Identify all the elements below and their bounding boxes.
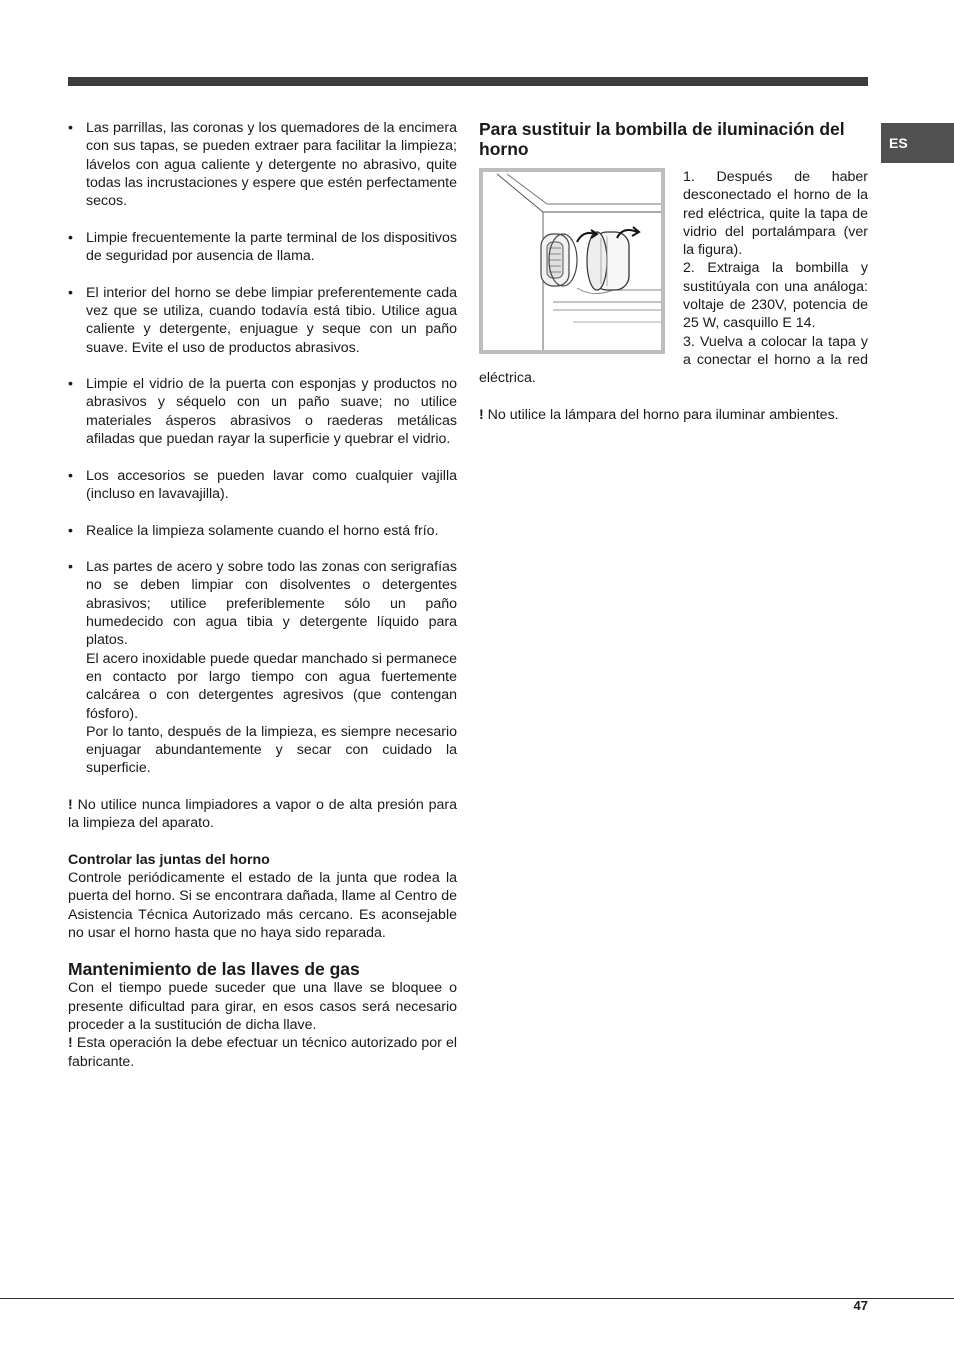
list-item: • Las parrillas, las coronas y los quemadores de la encimera con sus tapas, se pueden extraer para facilitar la limpieza; lávelos con agua caliente y detergente no abrasivo, quite todas las incrustaciones y espere que estén perfectamente secos. — [68, 119, 457, 210]
warning-icon: ! — [68, 1035, 73, 1052]
lamp-warning: ! No utilice la lámpara del horno para iluminar ambientes. — [479, 406, 839, 423]
oven-lamp-replacement-illustration — [479, 168, 665, 354]
gas-taps-heading: Mantenimiento de las llaves de gas — [68, 959, 360, 980]
left-column — [68, 119, 457, 1071]
gasket-heading: Controlar las juntas del horno — [68, 851, 270, 868]
warning-icon: ! — [479, 406, 484, 423]
lamp-step-2: 2. Extraiga la bombilla y sustitúyala con una análoga: voltaje de 230V, potencia de 25 W, casquillo E 14. — [683, 260, 868, 332]
page-number: 47 — [853, 1298, 868, 1313]
list-item: • El interior del horno se debe limpiar preferentemente cada vez que se utiliza, cuando todavía está tibio. Utilice agua caliente y detergente, enjuague y seque con un paño suave. Evite el uso de productos abrasivos. — [68, 284, 457, 357]
gas-taps-text: Con el tiempo puede suceder que una llave se bloquee o presente dificultad para girar, en esos casos será necesario proceder a la sustitución de dicha llave. — [68, 980, 457, 1033]
steam-cleaner-warning: ! No utilice nunca limpiadores a vapor o de alta presión para la limpieza del aparato. — [68, 796, 457, 832]
list-item: • Los accesorios se pueden lavar como cualquier vajilla (incluso en lavavajilla). — [68, 467, 457, 504]
list-item: • Las partes de acero y sobre todo las zonas con serigrafías no se deben limpiar con disolventes o detergentes abrasivos; utilice preferiblemente sólo un paño humedecido con agua tibia y detergente líquido para platos. El acero inoxidable puede quedar manchado si permanece en contacto por largo tiempo con agua fuertemente calcárea o con detergentes agresivos (que contengan fósforo). Por lo tanto, después de la limpieza, es siempre necesario enjuagar abundantemente y secar con cuidado la superficie. — [68, 558, 457, 778]
list-item: • Limpie el vidrio de la puerta con esponjas y productos no abrasivos y séquelo con un paño suave; no utilice materiales ásperos abrasivos o raederas metálicas afiladas que puedan rayar la superficie y quebrar el vidrio. — [68, 375, 457, 448]
cleaning-instructions-list — [68, 119, 457, 778]
gas-taps-warning: ! Esta operación la debe efectuar un técnico autorizado por el fabricante. — [68, 1035, 457, 1070]
language-tab: ES — [881, 123, 954, 163]
oven-lamp-icon — [483, 172, 661, 350]
header-rule — [68, 77, 868, 86]
lamp-heading: Para sustituir la bombilla de iluminación del horno — [479, 119, 845, 159]
right-column — [479, 119, 868, 424]
lamp-step-3: 3. Vuelva a colocar la tapa y a conectar el horno a la red eléctrica. — [479, 333, 868, 387]
lamp-step-1: 1. Después de haber desconectado el horno de la red eléctrica, quite la tapa de vidrio del portalámpara (ver la figura). — [683, 169, 868, 259]
warning-icon: ! — [68, 796, 73, 813]
footer-rule — [0, 1298, 954, 1299]
list-item: • Limpie frecuentemente la parte terminal de los dispositivos de seguridad por ausencia de llama. — [68, 229, 457, 266]
gasket-text: Controle periódicamente el estado de la junta que rodea la puerta del horno. Si se encontrara dañada, llame al Centro de Asistencia Técnica Autorizado más cercano. Es aconsejable no usar el horno hasta que no haya sido reparada. — [68, 870, 457, 942]
list-item: • Realice la limpieza solamente cuando el horno está frío. — [68, 522, 457, 540]
